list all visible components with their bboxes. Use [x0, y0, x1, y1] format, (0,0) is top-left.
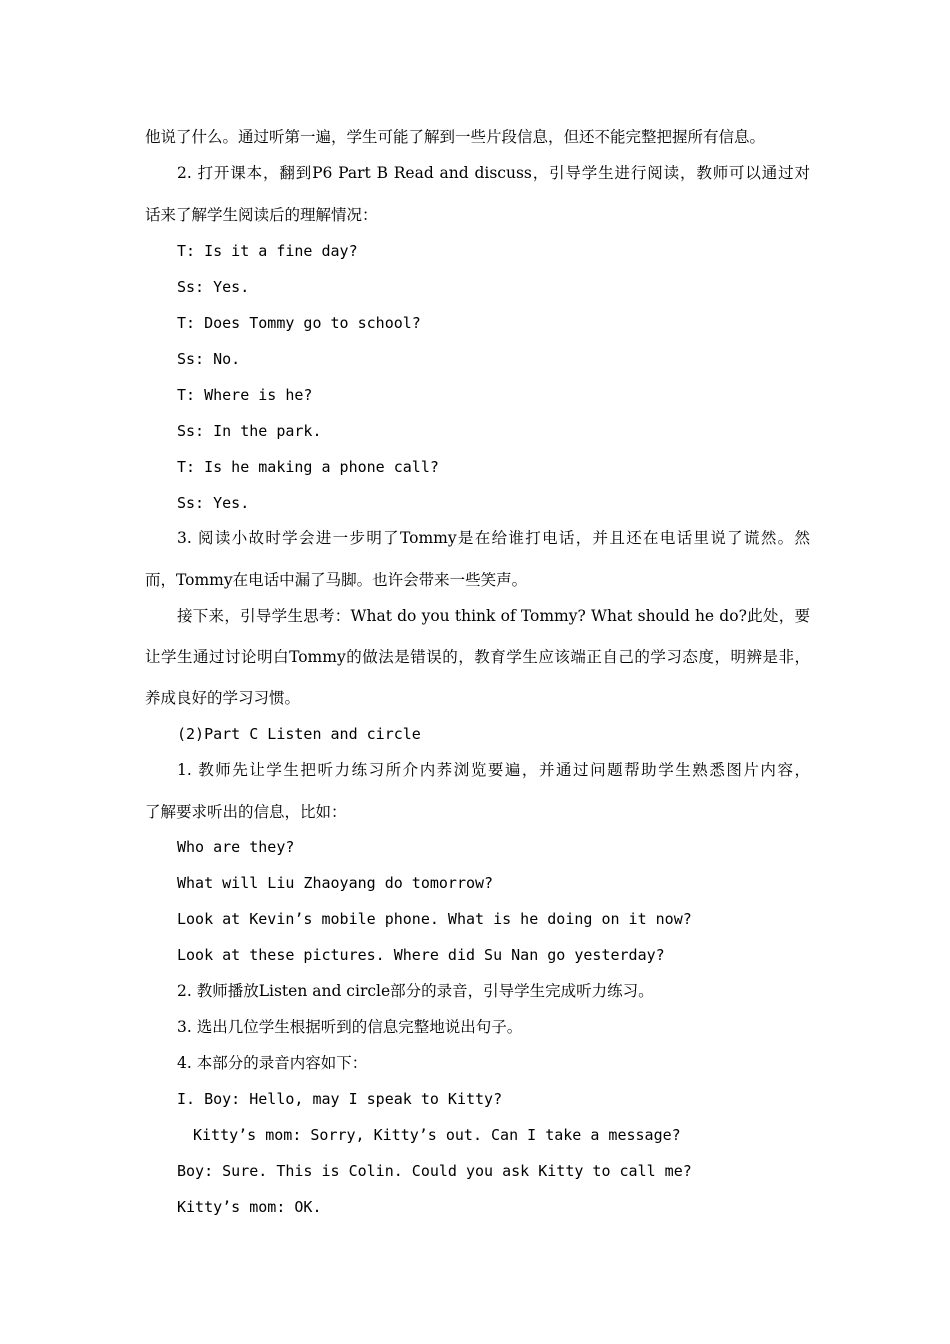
dialogue-line: T: Does Tommy go to school?: [177, 314, 421, 332]
dialogue-line: Kitty’s mom: OK.: [177, 1198, 322, 1216]
paragraph-line: 他说了什么。通过听第一遍，学生可能了解到一些片段信息，但还不能完整把握所有信息。: [145, 128, 766, 146]
dialogue-line: Kitty’s mom: Sorry, Kitty’s out. Can I take a message?: [193, 1126, 681, 1144]
paragraph-line: 3. 选出几位学生根据听到的信息完整地说出句子。: [177, 1018, 523, 1036]
paragraph-line: 养成良好的学习习惯。: [145, 689, 301, 707]
paragraph-line: 1. 教师先让学生把听力练习所介内荞浏览要遍，并通过问题帮助学生熟悉图片内容，: [177, 761, 810, 779]
paragraph-line: 了解要求听出的信息，比如：: [145, 803, 347, 821]
question-line: Look at these pictures. Where did Su Nan go yesterday?: [177, 946, 665, 964]
dialogue-line: Ss: Yes.: [177, 278, 250, 296]
dialogue-line: Ss: No.: [177, 350, 241, 368]
paragraph-line: 而，Tommy在电话中漏了马脚。也许会带来一些笑声。: [145, 571, 528, 589]
paragraph-line: 3. 阅读小故时学会进一步明了Tommy是在给谁打电话，并且还在电话里说了谎然。然: [177, 529, 810, 547]
dialogue-line: I. Boy: Hello, may I speak to Kitty?: [177, 1090, 503, 1108]
dialogue-line: T: Is he making a phone call?: [177, 458, 439, 476]
section-heading: (2)Part C Listen and circle: [177, 725, 421, 743]
dialogue-line: Boy: Sure. This is Colin. Could you ask Kitty to call me?: [177, 1162, 692, 1180]
dialogue-line: Ss: Yes.: [177, 494, 250, 512]
question-line: Look at Kevin’s mobile phone. What is he doing on it now?: [177, 910, 692, 928]
paragraph-line: 2. 打开课本，翻到P6 Part B Read and discuss，引导学生进行阅读，教师可以通过对: [177, 164, 810, 182]
paragraph-line: 话来了解学生阅读后的理解情况：: [145, 206, 378, 224]
paragraph-line: 2. 教师播放Listen and circle部分的录音，引导学生完成听力练习。: [177, 982, 654, 1000]
paragraph-line: 4. 本部分的录音内容如下：: [177, 1054, 368, 1072]
dialogue-line: T: Is it a fine day?: [177, 242, 358, 260]
question-line: What will Liu Zhaoyang do tomorrow?: [177, 874, 494, 892]
question-line: Who are they?: [177, 838, 295, 856]
paragraph-line: 接下来，引导学生思考：What do you think of Tommy? What should he do?此处，要: [177, 607, 810, 625]
dialogue-line: T: Where is he?: [177, 386, 313, 404]
paragraph-line: 让学生通过讨论明白Tommy的做法是错误的，教育学生应该端正自己的学习态度，明辨是非，: [145, 648, 810, 666]
dialogue-line: Ss: In the park.: [177, 422, 322, 440]
